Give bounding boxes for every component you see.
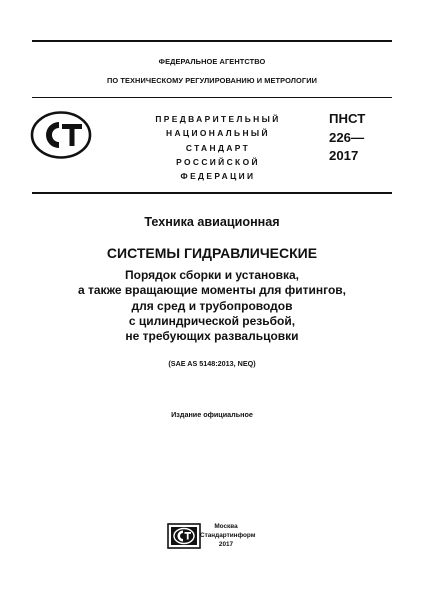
header-divider [32,97,392,98]
subtitle-line: а также вращающие моменты для фитингов, [78,283,346,298]
agency-line-2: ПО ТЕХНИЧЕСКОМУ РЕГУЛИРОВАНИЮ И МЕТРОЛОГИИ [106,76,318,85]
document-subtitle [32,268,392,344]
edition-label: Издание официальное [171,410,253,419]
title-divider [32,192,392,194]
publisher-city: Москва [214,523,238,530]
standard-type-line: СТАНДАРТ [185,142,251,153]
standard-type-line: РОССИЙСКОЙ [176,156,260,167]
standard-number-line: ПНСТ [329,111,366,126]
publisher-name: Стандартинформ [200,532,256,540]
reference-standard: (SAE AS 5148:2013, NEQ) [168,359,256,368]
subtitle-line: с цилиндрической резьбой, [128,313,296,328]
document-subject: Техника авиационная [144,215,280,229]
gost-r-emblem-icon [30,110,92,160]
standard-type-line: ФЕДЕРАЦИИ [180,171,256,182]
subtitle-line: не требующих развальцовки [125,329,299,344]
publisher-info [200,522,256,550]
document-title: СИСТЕМЫ ГИДРАВЛИЧЕСКИЕ [106,245,318,261]
top-rule [32,40,392,42]
agency-line-1: ФЕДЕРАЛЬНОЕ АГЕНТСТВО [158,57,266,66]
standard-type-line: НАЦИОНАЛЬНЫЙ [166,128,270,139]
standard-type-block [138,112,298,183]
standard-number-line: 2017 [329,148,359,163]
subtitle-line: для сред и трубопроводов [131,298,293,313]
standard-number-line: 226— [329,129,365,145]
standartinform-logo-icon [167,523,201,549]
standard-type-line: ПРЕДВАРИТЕЛЬНЫЙ [155,114,281,124]
publisher-year: 2017 [218,541,234,549]
standard-number [329,110,365,166]
subtitle-line: Порядок сборки и установка, [125,268,299,282]
